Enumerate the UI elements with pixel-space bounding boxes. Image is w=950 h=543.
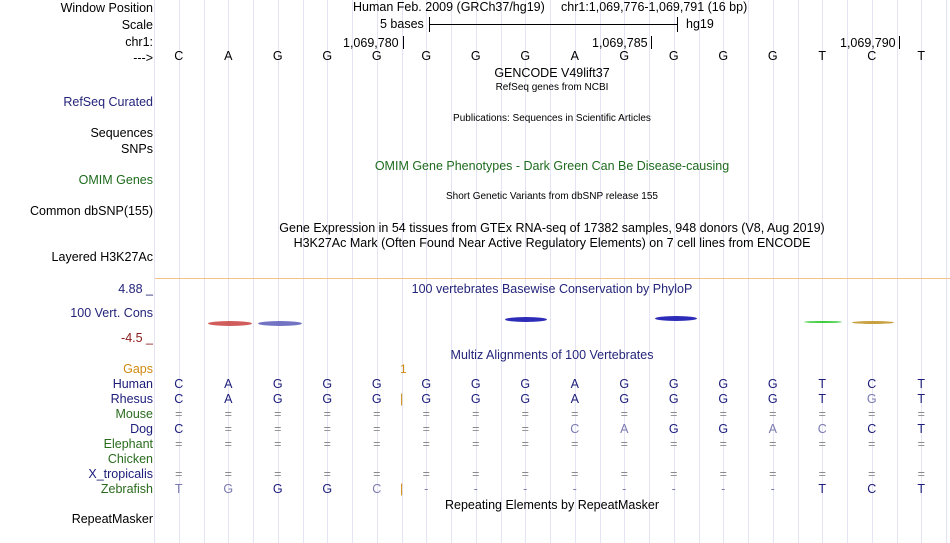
alignment-base: G xyxy=(668,422,679,436)
alignment-base: G xyxy=(619,377,630,391)
alignment-base: = xyxy=(917,437,925,451)
cons-mark-4 xyxy=(655,316,697,321)
alignment-base: = xyxy=(323,467,331,481)
alignment-base: A xyxy=(570,392,579,406)
alignment-base: T xyxy=(917,377,926,391)
dbsnp-track-desc: Short Genetic Variants from dbSNP release 155 xyxy=(446,191,658,202)
alignment-base: = xyxy=(818,467,826,481)
grid-line xyxy=(327,0,328,543)
scale-bar-left-tick xyxy=(429,17,430,32)
ruler-tick-label-2: 1,069,785 xyxy=(592,36,648,50)
alignment-base: G xyxy=(322,377,333,391)
alignment-base: - xyxy=(671,482,676,496)
alignment-base: G xyxy=(767,377,778,391)
species-label[interactable]: Mouse xyxy=(115,407,153,421)
grid-line xyxy=(748,0,749,543)
cons-mark-3 xyxy=(505,317,547,322)
alignment-base: = xyxy=(373,437,381,451)
track-divider xyxy=(155,278,950,279)
omim-track-label[interactable]: OMIM Genes xyxy=(78,173,153,187)
gap-count: 1 xyxy=(400,362,407,376)
alignment-base: = xyxy=(224,437,232,451)
alignment-base: G xyxy=(223,482,234,496)
alignment-base: = xyxy=(521,407,529,421)
grid-line xyxy=(179,0,180,543)
alignment-base: = xyxy=(472,407,480,421)
grid-line xyxy=(770,0,775,543)
grid-line xyxy=(723,0,724,543)
snps-track-label[interactable]: SNPs xyxy=(121,142,153,156)
alignment-base: = xyxy=(175,407,183,421)
h3k27ac-track-label[interactable]: Layered H3K27Ac xyxy=(51,250,153,264)
alignment-base: = xyxy=(422,422,430,436)
grid-line xyxy=(352,0,353,543)
alignment-base: = xyxy=(571,437,579,451)
species-label[interactable]: X_tropicalis xyxy=(88,467,153,481)
alignment-base: = xyxy=(274,467,282,481)
alignment-base: = xyxy=(769,437,777,451)
alignment-base: G xyxy=(767,392,778,406)
alignment-base: - xyxy=(721,482,726,496)
alignment-base: T xyxy=(917,392,926,406)
dbsnp-track-label[interactable]: Common dbSNP(155) xyxy=(30,204,153,218)
grid-line xyxy=(897,0,898,543)
grid-line xyxy=(377,0,378,543)
alignment-base: = xyxy=(868,407,876,421)
alignment-base: G xyxy=(718,422,729,436)
alignment-base: - xyxy=(424,482,429,496)
alignment-base: G xyxy=(371,377,382,391)
alignment-base: C xyxy=(570,422,580,436)
cons-track-label[interactable]: 100 Vert. Cons xyxy=(70,306,153,320)
species-label[interactable]: Elephant xyxy=(103,437,153,451)
alignment-base: = xyxy=(373,422,381,436)
grid-line xyxy=(798,0,799,543)
alignment-base: C xyxy=(867,422,877,436)
alignment-base: G xyxy=(718,392,729,406)
alignment-base: = xyxy=(373,407,381,421)
grid-line xyxy=(154,0,155,543)
alignment-base: = xyxy=(719,437,727,451)
cons-mark-1 xyxy=(208,321,252,326)
alignment-base: A xyxy=(620,422,629,436)
alignment-base: = xyxy=(422,467,430,481)
grid-line xyxy=(253,0,254,543)
alignment-base: = xyxy=(472,467,480,481)
assembly-title: Human Feb. 2009 (GRCh37/hg19) xyxy=(353,0,545,14)
alignment-base: = xyxy=(719,407,727,421)
alignment-base: C xyxy=(174,422,184,436)
alignment-base: = xyxy=(670,467,678,481)
grid-line xyxy=(303,0,304,543)
alignment-base: = xyxy=(769,467,777,481)
alignment-base: = xyxy=(521,437,529,451)
alignment-base: = xyxy=(274,407,282,421)
sequence-base: A xyxy=(570,49,579,63)
alignment-base: = xyxy=(818,407,826,421)
alignment-base: = xyxy=(620,437,628,451)
alignment-base: T xyxy=(818,482,827,496)
alignment-base: G xyxy=(520,377,531,391)
alignment-base: = xyxy=(620,467,628,481)
alignment-base: G xyxy=(322,482,333,496)
sequence-base: A xyxy=(224,49,233,63)
alignment-base: = xyxy=(422,437,430,451)
sequence-base: T xyxy=(917,49,926,63)
grid-line xyxy=(278,0,279,543)
h3k27ac-track-desc: H3K27Ac Mark (Often Found Near Active Regulatory Elements) on 7 cell lines from ENCODE xyxy=(293,236,811,250)
grid-line xyxy=(451,0,452,543)
sequence-base: C xyxy=(867,49,877,63)
alignment-base: G xyxy=(866,392,877,406)
strand-arrow-label[interactable]: ---> xyxy=(133,51,153,65)
alignment-base: A xyxy=(570,377,579,391)
grid-line xyxy=(649,0,650,543)
sequence-base: T xyxy=(818,49,827,63)
multiz-track-desc: Multiz Alignments of 100 Vertebrates xyxy=(450,348,654,362)
alignment-base: G xyxy=(668,392,679,406)
ruler-tick-3 xyxy=(899,36,900,49)
alignment-base: - xyxy=(473,482,478,496)
gap-marker: | xyxy=(400,392,404,406)
sequences-track-label[interactable]: Sequences xyxy=(90,126,153,140)
alignment-base: C xyxy=(174,377,184,391)
grid-line xyxy=(228,0,229,543)
repeatmasker-track-desc: Repeating Elements by RepeatMasker xyxy=(444,498,660,512)
alignment-base: = xyxy=(769,407,777,421)
alignment-base: = xyxy=(719,467,727,481)
alignment-base: = xyxy=(175,467,183,481)
alignment-base: C xyxy=(817,422,827,436)
sequence-base: G xyxy=(470,49,481,63)
alignment-base: C xyxy=(867,482,877,496)
grid-line xyxy=(671,0,676,543)
alignment-base: G xyxy=(619,392,630,406)
publications-track-desc: Publications: Sequences in Scientific Articles xyxy=(453,113,651,124)
gaps-track-label[interactable]: Gaps xyxy=(123,362,153,376)
ruler-tick-2 xyxy=(651,36,652,49)
alignment-base: = xyxy=(472,422,480,436)
alignment-base: = xyxy=(868,437,876,451)
alignment-base: A xyxy=(224,377,233,391)
scale-bar xyxy=(429,24,677,25)
alignment-base: = xyxy=(323,407,331,421)
alignment-base: G xyxy=(668,377,679,391)
cons-mark-2 xyxy=(258,321,302,326)
window-position-label: Window Position xyxy=(60,1,153,15)
scale-text: 5 bases xyxy=(380,17,424,31)
alignment-base: = xyxy=(274,422,282,436)
alignment-base: - xyxy=(770,482,775,496)
chr-label: chr1: xyxy=(125,35,153,49)
species-label[interactable]: Dog xyxy=(130,422,153,436)
sequence-base: G xyxy=(322,49,333,63)
sequence-base: G xyxy=(272,49,283,63)
alignment-base: G xyxy=(421,377,432,391)
alignment-base: T xyxy=(818,392,827,406)
alignment-base: = xyxy=(571,467,579,481)
alignment-base: G xyxy=(421,392,432,406)
cons-min-label: -4.5 _ xyxy=(121,331,153,345)
alignment-base: A xyxy=(224,392,233,406)
scale-db: hg19 xyxy=(686,17,714,31)
grid-line xyxy=(699,0,700,543)
cons-mark-6 xyxy=(852,321,894,324)
grid-line xyxy=(402,0,403,543)
sequence-base: G xyxy=(767,49,778,63)
sequence-base: G xyxy=(619,49,630,63)
alignment-base: - xyxy=(572,482,577,496)
grid-line xyxy=(921,0,922,543)
species-label[interactable]: Rhesus xyxy=(110,392,153,406)
alignment-base: = xyxy=(917,407,925,421)
alignment-base: = xyxy=(224,407,232,421)
alignment-base: C xyxy=(174,392,184,406)
scale-bar-right-tick xyxy=(677,17,678,32)
alignment-base: = xyxy=(521,467,529,481)
alignment-base: G xyxy=(470,392,481,406)
refseq-track-desc: RefSeq genes from NCBI xyxy=(495,82,609,93)
scale-label: Scale xyxy=(121,18,153,32)
ruler-tick-label-3: 1,069,790 xyxy=(840,36,896,50)
sequence-base: G xyxy=(520,49,531,63)
grid-line xyxy=(822,0,823,543)
alignment-base: - xyxy=(523,482,528,496)
cons-mark-5 xyxy=(804,321,842,323)
alignment-base: = xyxy=(422,407,430,421)
grid-line xyxy=(847,0,848,543)
alignment-base: - xyxy=(622,482,627,496)
grid-line xyxy=(426,0,427,543)
alignment-base: = xyxy=(620,407,628,421)
alignment-base: T xyxy=(917,422,926,436)
alignment-base: A xyxy=(768,422,777,436)
alignment-base: G xyxy=(322,392,333,406)
alignment-base: C xyxy=(372,482,382,496)
alignment-base: G xyxy=(272,392,283,406)
gencode-track-title[interactable]: GENCODE V49lift37 xyxy=(494,66,610,80)
alignment-base: = xyxy=(472,437,480,451)
alignment-base: T xyxy=(818,377,827,391)
window-position-value: chr1:1,069,776-1,069,791 (16 bp) xyxy=(561,0,748,14)
alignment-base: = xyxy=(323,422,331,436)
alignment-base: = xyxy=(868,467,876,481)
omim-pheno-desc: OMIM Gene Phenotypes - Dark Green Can Be Disease-causing xyxy=(374,159,730,173)
grid-line xyxy=(872,0,873,543)
alignment-base: G xyxy=(718,377,729,391)
alignment-base: G xyxy=(272,377,283,391)
alignment-base: = xyxy=(670,437,678,451)
repeatmasker-track-label[interactable]: RepeatMasker xyxy=(71,512,153,526)
alignment-base: = xyxy=(175,437,183,451)
alignment-base: G xyxy=(470,377,481,391)
gap-marker: | xyxy=(400,482,404,496)
species-label[interactable]: Human xyxy=(112,377,153,391)
alignment-base: G xyxy=(371,392,382,406)
alignment-base: = xyxy=(818,437,826,451)
refseq-track-label[interactable]: RefSeq Curated xyxy=(63,95,153,109)
grid-line xyxy=(624,0,625,543)
sequence-base: C xyxy=(174,49,184,63)
alignment-base: G xyxy=(520,392,531,406)
sequence-base: G xyxy=(421,49,432,63)
alignment-base: = xyxy=(274,437,282,451)
alignment-base: = xyxy=(571,407,579,421)
species-label[interactable]: Chicken xyxy=(107,452,153,466)
alignment-base: T xyxy=(174,482,183,496)
alignment-base: C xyxy=(867,377,877,391)
phylop-track-desc: 100 vertebrates Basewise Conservation by PhyloP xyxy=(411,282,693,296)
alignment-base: = xyxy=(373,467,381,481)
ruler-tick-label-1: 1,069,780 xyxy=(343,36,399,50)
alignment-base: = xyxy=(521,422,529,436)
grid-line xyxy=(204,0,205,543)
cons-max-label: 4.88 _ xyxy=(118,282,153,296)
alignment-base: = xyxy=(224,467,232,481)
alignment-base: = xyxy=(224,422,232,436)
alignment-base: = xyxy=(670,407,678,421)
alignment-base: G xyxy=(272,482,283,496)
alignment-base: T xyxy=(917,482,926,496)
alignment-base: = xyxy=(917,467,925,481)
ruler-tick-1 xyxy=(403,36,404,49)
sequence-base: G xyxy=(371,49,382,63)
alignment-base: = xyxy=(323,437,331,451)
gtex-track-desc: Gene Expression in 54 tissues from GTEx RNA-seq of 17382 samples, 948 donors (V8, Aug 2019) xyxy=(279,221,825,235)
sequence-base: G xyxy=(718,49,729,63)
grid-line xyxy=(946,0,947,543)
grid-line xyxy=(473,0,478,543)
species-label[interactable]: Zebrafish xyxy=(100,482,153,496)
sequence-base: G xyxy=(668,49,679,63)
